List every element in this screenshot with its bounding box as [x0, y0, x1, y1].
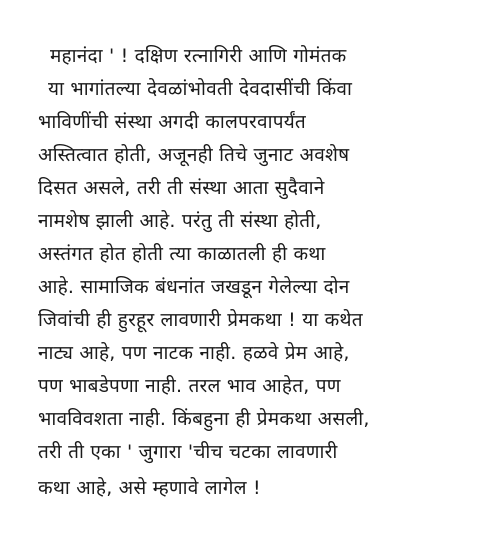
paragraph-line: भावविवशता नाही. किंबहुना ही प्रेमकथा असली, [38, 408, 370, 430]
paragraph-line: अस्तित्वात होती, अजूनही तिचे जुनाट अवशेष [38, 144, 350, 166]
paragraph-line: जिवांची ही हुरहूर लावणारी प्रेमकथा ! या कथेत [38, 309, 363, 331]
paragraph-line: कथा आहे, असे म्हणावे लागेल ! [38, 477, 261, 499]
paragraph-line: या भागांतल्या देवळांभोवती देवदासींची किंवा [48, 78, 353, 100]
paragraph-line: नाट्य आहे, पण नाटक नाही. हळवे प्रेम आहे, [38, 342, 350, 364]
paragraph-line: दिसत असले, तरी ती संस्था आता सुदैवाने [38, 177, 325, 199]
paragraph-line: पण भाबडेपणा नाही. तरल भाव आहेत, पण [38, 375, 341, 397]
paragraph-line: महानंदा ' ! दक्षिण रत्नागिरी आणि गोमंतक [50, 45, 347, 67]
paragraph-line: तरी ती एका ' जुगारा 'चीच चटका लावणारी [38, 441, 338, 463]
paragraph-line: आहे. सामाजिक बंधनांत जखडून गेलेल्या दोन [38, 276, 350, 298]
paragraph-line: भाविणींची संस्था अगदी कालपरवापर्यंत [38, 111, 306, 133]
paragraph-line: नामशेष झाली आहे. परंतु ती संस्था होती, [38, 210, 322, 232]
paragraph-line: अस्तंगत होत होती त्या काळातली ही कथा [38, 243, 326, 265]
